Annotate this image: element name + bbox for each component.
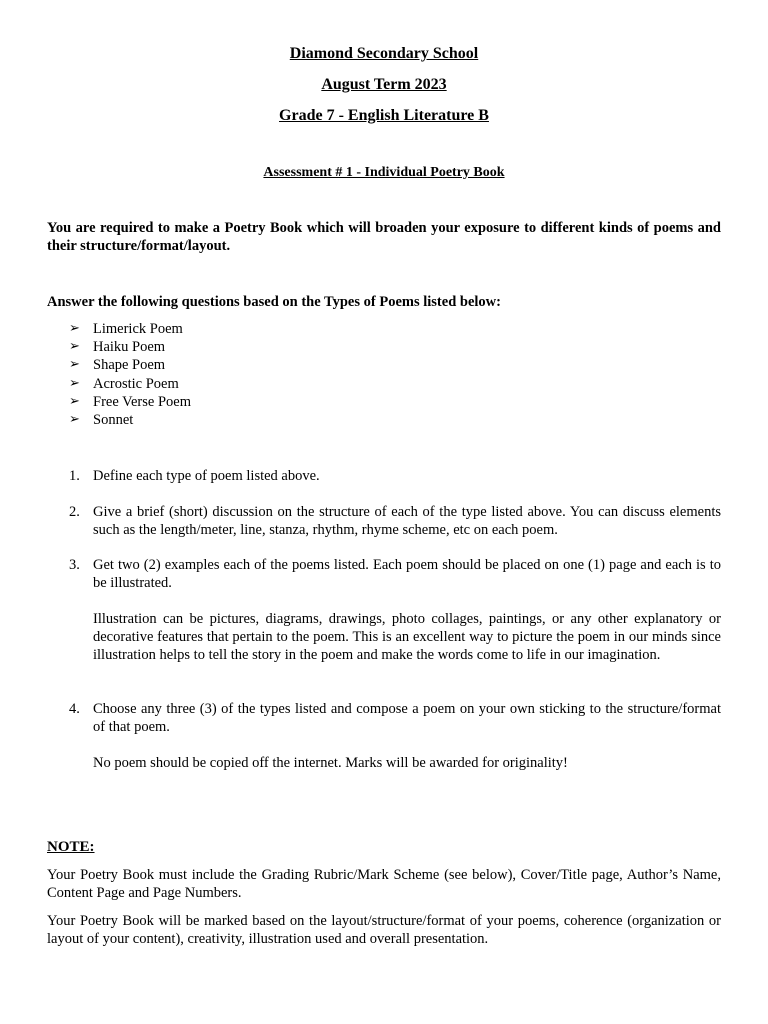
question-number: 4. [69, 701, 80, 717]
question-number: 2. [69, 504, 80, 520]
poem-type-label: Limerick Poem [93, 321, 183, 337]
poem-type-label: Sonnet [93, 411, 134, 428]
list-item [69, 375, 191, 393]
list-item [69, 356, 191, 374]
arrowhead-bullet-icon: ➢ [69, 393, 80, 409]
term-title: August Term 2023 [321, 76, 447, 93]
poem-type-label: Shape Poem [93, 357, 166, 374]
question-text: Define each type of poem listed above. [93, 468, 320, 484]
question-number: 1. [69, 468, 80, 484]
list-item [69, 338, 191, 356]
poem-type-label: Acrostic Poem [93, 375, 179, 392]
arrowhead-bullet-icon: ➢ [69, 357, 80, 373]
document-page [47, 0, 721, 1024]
note-paragraph-1: Your Poetry Book must include the Grading Rubric/Mark Scheme (see below), Cover/Title page, Author’s Name, Content Page and Page Numbers. [47, 867, 721, 902]
arrowhead-bullet-icon: ➢ [69, 375, 80, 391]
note-paragraph-2: Your Poetry Book will be marked based on the layout/structure/format of your poems, coherence (organization or layout of your content), creativity, illustration used and overall presentation. [47, 913, 721, 948]
question-text: Choose any three (3) of the types listed and compose a poem on your own sticking to the structure/format of that poem. [93, 701, 721, 736]
poem-type-label: Free Verse Poem [93, 393, 191, 410]
question-number: 3. [69, 557, 80, 573]
arrowhead-bullet-icon: ➢ [69, 411, 80, 427]
list-item [69, 320, 191, 338]
question-extra-text: Illustration can be pictures, diagrams, drawings, photo collages, paintings, or any other explanatory or decorative features that pertain to the poem. This is an excellent way to picture the poem in our minds since illustration helps to tell the story in the poem and make the words come to life in our imagination. [93, 611, 721, 664]
question-text: Get two (2) examples each of the poems listed. Each poem should be placed on one (1) page and each is to be illustrated. [93, 557, 721, 592]
arrowhead-bullet-icon: ➢ [69, 321, 80, 336]
poem-type-label: Haiku Poem [93, 339, 166, 356]
list-item [69, 411, 191, 429]
intro-paragraph: You are required to make a Poetry Book which will broaden your exposure to different kinds of poems and their structure/format/layout. [47, 220, 721, 255]
answer-heading: Answer the following questions based on the Types of Poems listed below: [47, 294, 501, 310]
poem-types-list [69, 320, 191, 429]
school-name: Diamond Secondary School [289, 45, 479, 62]
list-item [69, 393, 191, 411]
arrowhead-bullet-icon: ➢ [69, 339, 80, 355]
note-heading: NOTE: [47, 839, 95, 855]
question-extra-text: No poem should be copied off the internet. Marks will be awarded for originality! [93, 755, 568, 771]
question-text: Give a brief (short) discussion on the structure of each of the type listed above. You can discuss elements such as the length/meter, line, stanza, rhythm, rhyme scheme, etc on each poem. [93, 504, 721, 539]
course-title: Grade 7 - English Literature B [279, 107, 489, 124]
assessment-title: Assessment # 1 - Individual Poetry Book [263, 165, 505, 180]
